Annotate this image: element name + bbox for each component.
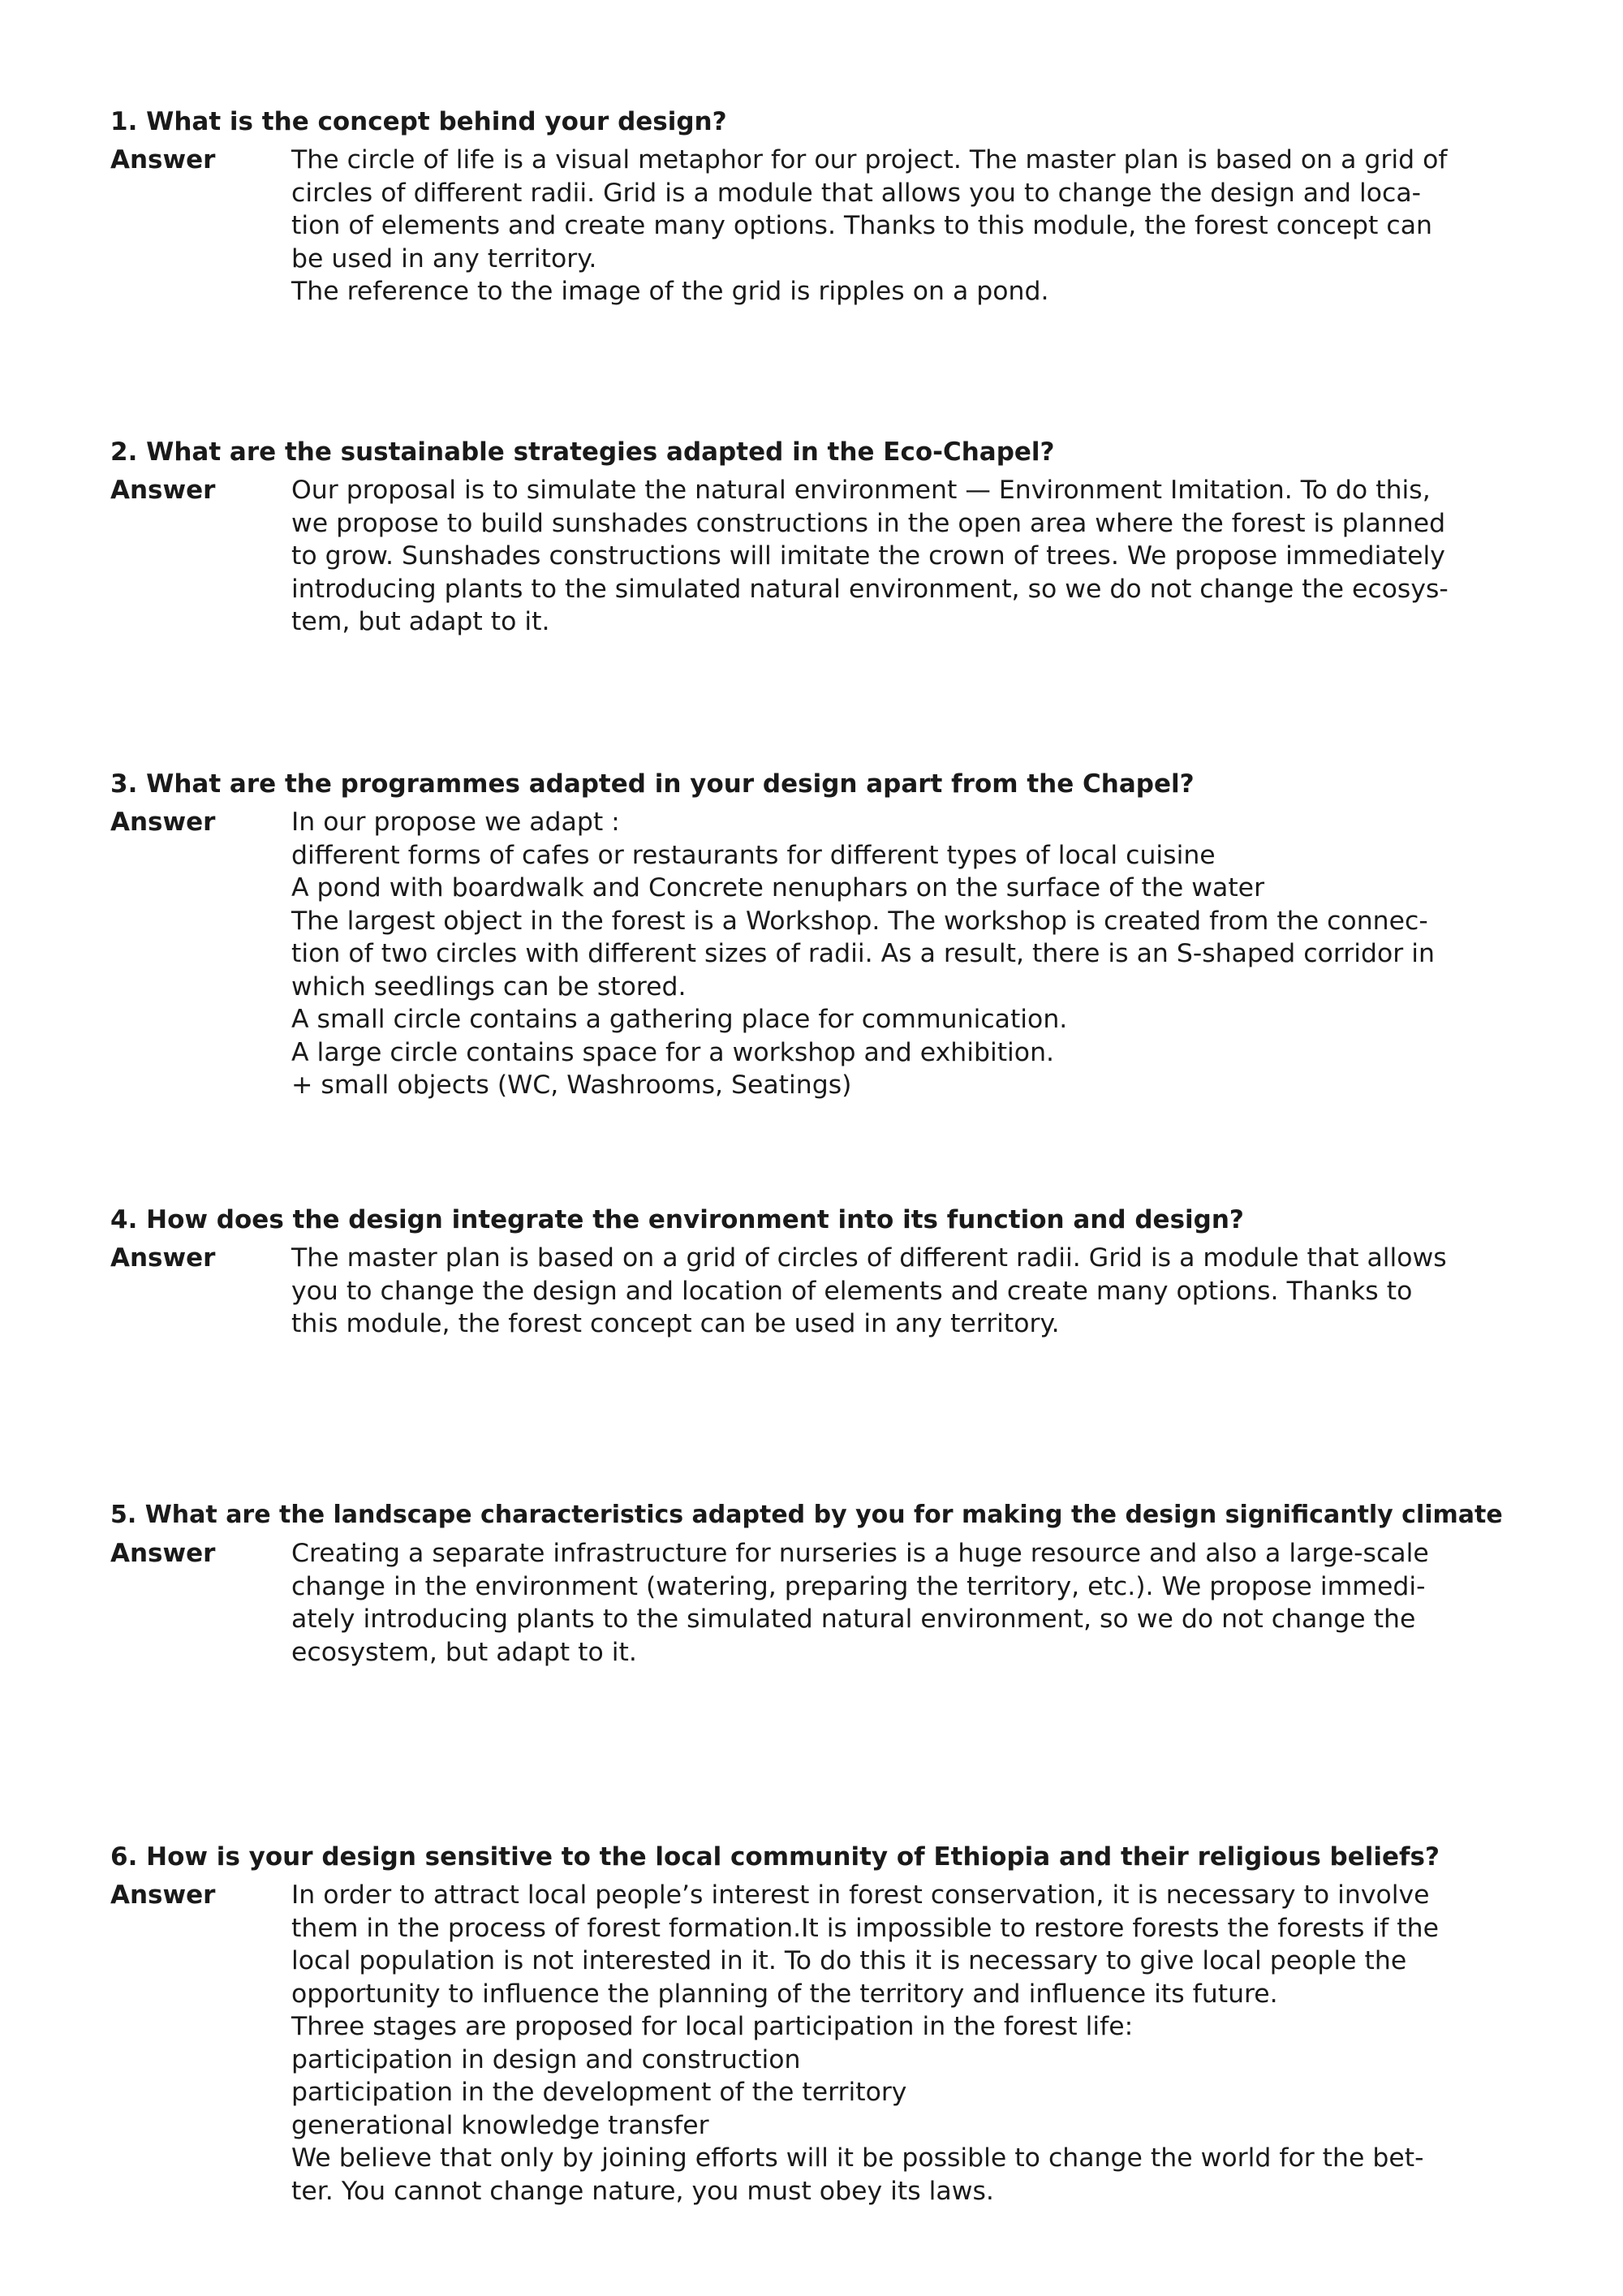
- answer-line: Creating a separate infrastructure for nurseries is a huge resource and also a large-scale: [291, 1539, 1429, 1568]
- answer-label: Answer: [110, 808, 216, 837]
- qa-section-4: [110, 1203, 1522, 1341]
- answer-line: A small circle contains a gathering place for communication.: [291, 1005, 1068, 1034]
- answer-line: be used in any territory.: [291, 243, 597, 274]
- answer-line: to grow. Sunshades constructions will imitate the crown of trees. We propose immediately: [291, 541, 1445, 571]
- answer-row: [110, 144, 1522, 308]
- answer-line: In order to attract local people’s interest in forest conservation, it is necessary to involve: [291, 1880, 1430, 1910]
- answer-line: A large circle contains space for a workshop and exhibition.: [291, 1037, 1055, 1067]
- question-heading: 3. What are the programmes adapted in your design apart from the Chapel?: [110, 769, 1195, 799]
- answer-line: different forms of cafes or restaurants for different types of local cuisine: [291, 840, 1216, 870]
- answer-text: [291, 144, 1522, 308]
- question-heading: 2. What are the sustainable strategies adapted in the Eco-Chapel?: [110, 437, 1055, 467]
- answer-line: generational knowledge transfer: [291, 2110, 709, 2140]
- answer-line: The master plan is based on a grid of circles of different radii. Grid is a module that allows: [291, 1243, 1447, 1273]
- answer-text: [291, 474, 1522, 639]
- answer-line: local population is not interested in it. To do this it is necessary to give local people the: [291, 1946, 1407, 1975]
- answer-line: change in the environment (watering, preparing the territory, etc.). We propose immedi-: [291, 1571, 1426, 1601]
- answer-line: introducing plants to the simulated natural environment, so we do not change the ecosys-: [291, 574, 1449, 604]
- answer-row: [110, 1879, 1522, 2208]
- answer-line: participation in the development of the territory: [291, 2078, 907, 2107]
- answer-line: tem, but adapt to it.: [291, 607, 550, 636]
- qa-section-3: [110, 767, 1522, 1102]
- answer-line: Three stages are proposed for local participation in the forest life:: [291, 2012, 1134, 2041]
- qa-section-2: [110, 435, 1522, 639]
- answer-line: The reference to the image of the grid is ripples on a pond.: [291, 277, 1049, 306]
- answer-line: We believe that only by joining efforts will it be possible to change the world for the bet-: [291, 2143, 1424, 2173]
- answer-line: opportunity to influence the planning of the territory and influence its future.: [291, 1979, 1278, 2009]
- answer-line: A pond with boardwalk and Concrete nenuphars on the surface of the water: [291, 873, 1265, 902]
- question-heading: 6. How is your design sensitive to the local community of Ethiopia and their religious beliefs?: [110, 1842, 1440, 1872]
- answer-line: tion of two circles with different sizes of radii. As a result, there is an S-shaped corridor in: [291, 939, 1435, 968]
- answer-line: participation in design and construction: [291, 2044, 801, 2074]
- answer-line: ecosystem, but adapt to it.: [291, 1637, 637, 1667]
- answer-text: [291, 806, 1522, 1102]
- answer-line: tion of elements and create many options. Thanks to this module, the forest concept can: [291, 211, 1432, 240]
- question-heading: 5. What are the landscape characteristics adapted by you for making the design significantly climate: [110, 1501, 1503, 1529]
- answer-line: The largest object in the forest is a Workshop. The workshop is created from the connec-: [291, 906, 1428, 936]
- answer-line: them in the process of forest formation.It is impossible to restore forests the forests if the: [291, 1913, 1439, 1943]
- answer-row: [110, 1242, 1522, 1341]
- qa-section-1: [110, 105, 1522, 308]
- answer-label: Answer: [110, 145, 216, 174]
- answer-line: The circle of life is a visual metaphor for our project. The master plan is based on a grid of: [291, 145, 1448, 174]
- answer-line: In our propose we adapt :: [291, 808, 620, 837]
- answer-text: [291, 1537, 1522, 1669]
- answer-line: circles of different radii. Grid is a module that allows you to change the design and loca-: [291, 178, 1422, 208]
- answer-line: ter. You cannot change nature, you must obey its laws.: [291, 2176, 994, 2206]
- answer-line: we propose to build sunshades constructions in the open area where the forest is planned: [291, 508, 1446, 538]
- answer-text: [291, 1879, 1522, 2208]
- answer-label: Answer: [110, 1539, 216, 1568]
- question-heading: 4. How does the design integrate the environment into its function and design?: [110, 1205, 1244, 1234]
- answer-label: Answer: [110, 476, 216, 505]
- answer-line: this module, the forest concept can be used in any territory.: [291, 1309, 1060, 1338]
- answer-label: Answer: [110, 1880, 216, 1910]
- qa-section-6: [110, 1840, 1522, 2208]
- answer-line: which seedlings can be stored.: [291, 971, 687, 1002]
- answer-row: [110, 806, 1522, 1102]
- question-heading: 1. What is the concept behind your design?: [110, 107, 727, 136]
- answer-line: ately introducing plants to the simulated natural environment, so we do not change the: [291, 1605, 1416, 1634]
- answer-line: you to change the design and location of elements and create many options. Thanks to: [291, 1276, 1413, 1306]
- answer-line: Our proposal is to simulate the natural environment — Environment Imitation. To do this,: [291, 476, 1431, 505]
- qa-section-5: [110, 1498, 1522, 1669]
- answer-line: + small objects (WC, Washrooms, Seatings): [291, 1070, 852, 1100]
- answer-text: [291, 1242, 1522, 1341]
- answer-label: Answer: [110, 1243, 216, 1273]
- answer-row: [110, 1537, 1522, 1669]
- answer-row: [110, 474, 1522, 639]
